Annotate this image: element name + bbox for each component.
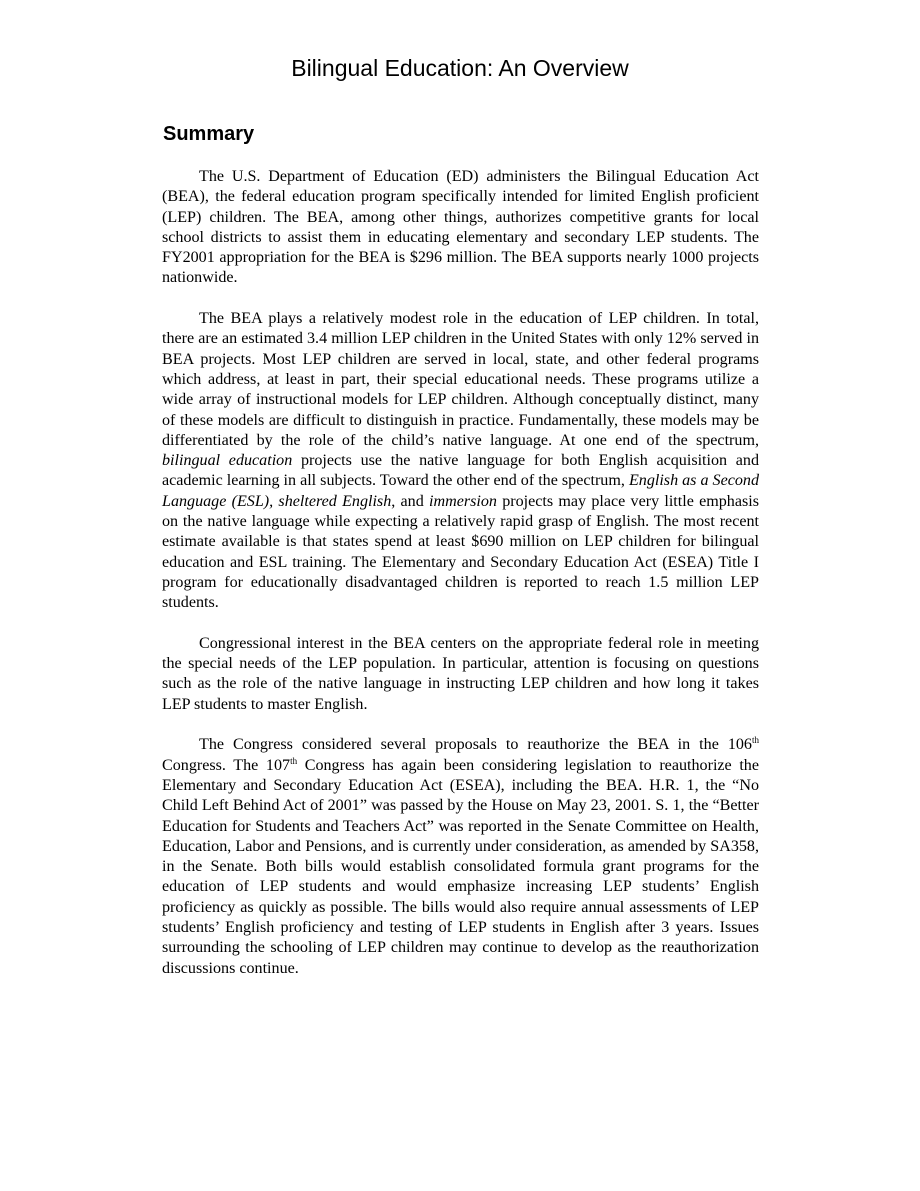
paragraph-2-text-b: projects use the native language for both English acquisition and academic learning in all subjects. Toward the other end of the spectrum, [162,452,760,490]
summary-body [162,167,759,979]
paragraph-3: Congressional interest in the BEA centers on the appropriate federal role in meeting the special needs of the LEP population. In particular, attention is focusing on questions such as the role of the native language in instructing LEP children and how long it takes LEP students to master English. [162,634,759,713]
paragraph-2-text-a: The BEA plays a relatively modest role in the education of LEP children. In total, there are an estimated 3.4 million LEP children in the United States with only 12% served in BEA projects. Most LEP children are served in local, state, and other federal programs which address, at least in part, their special educational needs. These programs utilize a wide array of instructional models for LEP children. Although conceptually distinct, many of these models are difficult to distinguish in practice. Fundamentally, these models may be differentiated by the role of the child’s native language. At one end of the spectrum, [162,310,759,449]
paragraph-4-text-b: Congress. The 107 [162,756,291,774]
section-heading-summary: Summary [163,123,255,145]
paragraph-1: The U.S. Department of Education (ED) administers the Bilingual Education Act (BEA), the federal education program specifically intended for limited English proficient (LEP) children. The BEA, among other things, authorizes competitive grants for local school districts to assist them in educating elementary and secondary LEP students. The FY2001 appropriation for the BEA is $296 million. The BEA supports nearly 1000 projects nationwide. [162,168,759,287]
paragraph-2-text-d: projects may place very little emphasis on the native language while expecting a relatively rapid grasp of English. The most recent estimate available is that states spend at least $690 million on LEP children for bilingual education and ESL training. The Elementary and Secondary Education Act (ESEA) Title I program for educationally disadvantaged children is reported to reach 1.5 million LEP students. [162,492,759,612]
document-title: Bilingual Education: An Overview [291,55,629,81]
term-bilingual-education: bilingual education [162,452,293,470]
paragraph-2-text-c: , and [391,492,429,510]
term-immersion: immersion [429,492,497,510]
ordinal-suffix-107th: th [290,755,298,766]
paragraph-4-text-c: Congress has again been considering legislation to reauthorize the Elementary and Secondary Education Act (ESEA), including the BEA. H.R. 1, the “No Child Left Behind Act of 2001” was passed by the House on May 23, 2001. S. 1, the “Better Education for Students and Teachers Act” was reported in the Senate Committee on Health, Education, Labor and Pensions, and is currently under consideration, as amended by SA358, in the Senate. Both bills would establish consolidated formula grant programs for the education of LEP students and would emphasize increasing LEP students’ English proficiency as quickly as possible. The bills would also require annual assessments of LEP students’ English proficiency and testing of LEP students in English after 3 years. Issues surrounding the schooling of LEP children may continue to develop as the reauthorization discussions continue. [162,756,759,977]
paragraph-4-text-a: The Congress considered several proposals to reauthorize the BEA in the 106 [199,736,752,754]
paragraph-2 [162,309,759,613]
paragraph-4 [162,735,759,979]
ordinal-suffix-106th: th [751,735,759,746]
term-esl-sheltered-english: English as a Second Language (ESL), sheltered English [162,472,760,510]
